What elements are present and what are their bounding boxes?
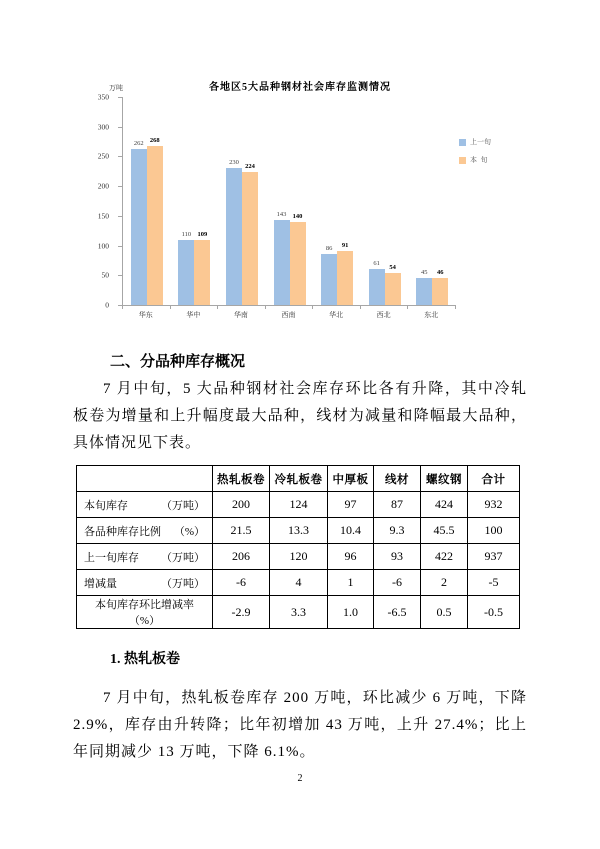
bar (178, 230, 194, 305)
x-axis-labels (122, 310, 455, 320)
row-unit: （%） (173, 525, 205, 538)
x-tick-mark (455, 306, 456, 309)
bar-value-label: 46 (437, 268, 444, 276)
bar (194, 231, 210, 305)
legend-item (459, 155, 491, 165)
table-cell: 424 (421, 492, 468, 518)
table-header-cell: 冷轧板卷 (270, 466, 328, 492)
table-cell: 21.5 (213, 518, 270, 544)
row-header-text (77, 596, 212, 628)
inventory-table-body (77, 466, 520, 629)
row-header-cell (77, 492, 213, 518)
bar (274, 211, 290, 305)
x-axis-label: 西北 (376, 311, 391, 319)
bar-group (361, 97, 409, 305)
bar-value-label: 143 (276, 211, 287, 219)
x-tick-mark (217, 306, 218, 309)
x-tick-mark (360, 306, 361, 309)
table-row (77, 518, 520, 544)
table-cell: 2 (421, 570, 468, 596)
y-tick-label: 0 (105, 300, 109, 310)
row-header-cell (77, 518, 213, 544)
x-axis-label: 华北 (329, 311, 344, 319)
inventory-bar-chart (73, 76, 527, 326)
row-header-cell (77, 544, 213, 570)
table-cell: 13.3 (270, 518, 328, 544)
bar-value-label: 45 (421, 269, 428, 277)
table-cell: -5 (468, 570, 520, 596)
subsection-heading: 1. 热轧板卷 (110, 652, 180, 667)
table-row (77, 570, 520, 596)
legend-label: 本 旬 (470, 156, 488, 164)
row-unit: （万吨） (161, 577, 205, 590)
table-header-cell: 线材 (374, 466, 421, 492)
section-heading: 二、分品种库存概况 (110, 354, 246, 370)
inventory-table (76, 465, 520, 629)
paragraph-overview: 7 月中旬，5 大品种钢材社会库存环比各有升降，其中冷轧板卷为增量和上升幅度最大品种，线材为减量和降幅最大品种，具体情况见下表。 (73, 381, 527, 451)
x-tick-mark (122, 306, 123, 309)
table-row (77, 492, 520, 518)
x-tick-mark (265, 306, 266, 309)
table-cell: 9.3 (374, 518, 421, 544)
bar-value-label: 91 (341, 241, 349, 249)
table-cell: 1 (328, 570, 374, 596)
bar (321, 244, 337, 305)
row-header-text (77, 523, 212, 539)
bar-value-label: 109 (197, 231, 208, 239)
y-tick-label: 250 (97, 151, 109, 161)
table-cell: 120 (270, 544, 328, 570)
bar-value-label: 61 (373, 259, 380, 267)
bar (131, 140, 147, 305)
legend-item (459, 137, 491, 147)
table-cell: 93 (374, 544, 421, 570)
chart-legend (459, 137, 491, 173)
row-unit: （万吨） (161, 551, 205, 564)
paragraph-hot-rolled: 7 月中旬，热轧板卷库存 200 万吨，环比减少 6 万吨，下降 2.9%，库存由升转降；比年初增加 43 万吨，上升 27.4%；比上年同期减少 13 万吨，下降 6.1%。 (73, 690, 527, 760)
page-number: 2 (297, 773, 303, 784)
table-row (77, 596, 520, 629)
table-cell: -6 (213, 570, 270, 596)
row-label: 本旬库存 (84, 499, 128, 512)
table-cell: 97 (328, 492, 374, 518)
y-tick-label: 350 (97, 92, 109, 102)
table-cell: -6.5 (374, 596, 421, 629)
x-axis-label: 西南 (281, 311, 296, 319)
row-header-cell (77, 570, 213, 596)
bar-value-label: 86 (325, 244, 333, 252)
table-cell: 10.4 (328, 518, 374, 544)
plot-area (122, 97, 456, 306)
legend-swatch (459, 139, 466, 146)
y-axis-unit-label: 万吨 (109, 84, 123, 92)
table-header-cell: 合计 (468, 466, 520, 492)
bar-group (408, 97, 456, 305)
x-axis-label: 华南 (233, 311, 248, 319)
row-header-text (77, 575, 212, 591)
row-label: 上一旬库存 (84, 551, 139, 564)
table-cell: 1.0 (328, 596, 374, 629)
row-header-text (77, 497, 212, 513)
bar (242, 162, 258, 305)
table-cell: -2.9 (213, 596, 270, 629)
table-cell: -6 (374, 570, 421, 596)
x-tick-mark (312, 306, 313, 309)
bar-value-label: 140 (292, 212, 303, 220)
bar (337, 241, 353, 305)
bar-group (171, 97, 219, 305)
bar-value-label: 262 (133, 140, 144, 148)
table-cell: 124 (270, 492, 328, 518)
x-axis-label: 华中 (186, 311, 201, 319)
x-tick-mark (407, 306, 408, 309)
table-cell: 4 (270, 570, 328, 596)
table-row (77, 544, 520, 570)
table-cell: -0.5 (468, 596, 520, 629)
row-header-cell (77, 596, 213, 629)
bar (369, 259, 385, 305)
bar-value-label: 110 (181, 230, 192, 238)
x-axis-label: 华东 (138, 311, 153, 319)
bar-value-label: 54 (389, 263, 396, 271)
bar (290, 212, 306, 305)
table-cell: 937 (468, 544, 520, 570)
legend-label: 上一旬 (470, 138, 491, 146)
table-header-cell: 螺纹钢 (421, 466, 468, 492)
table-header-cell: 热轧板卷 (213, 466, 270, 492)
bar (147, 136, 163, 305)
table-cell: 422 (421, 544, 468, 570)
bar-value-label: 224 (245, 162, 255, 170)
y-tick-label: 50 (101, 270, 109, 280)
bar (416, 269, 432, 305)
row-header-text (77, 549, 212, 565)
table-cell: 932 (468, 492, 520, 518)
table-cell: 3.3 (270, 596, 328, 629)
x-axis-label: 东北 (424, 311, 439, 319)
bar (226, 159, 242, 305)
bar (432, 268, 448, 305)
bar-group (313, 97, 361, 305)
table-cell: 96 (328, 544, 374, 570)
table-cell: 0.5 (421, 596, 468, 629)
row-label: 各品种库存比例 (84, 525, 161, 538)
table-cell: 87 (374, 492, 421, 518)
table-header-cell: 中厚板 (328, 466, 374, 492)
row-label: 增减量 (84, 577, 117, 590)
y-tick-label: 200 (97, 181, 109, 191)
y-tick-label: 300 (97, 122, 109, 132)
y-tick-label: 100 (97, 241, 109, 251)
row-unit: （万吨） (161, 499, 205, 512)
table-cell: 206 (213, 544, 270, 570)
table-cell: 200 (213, 492, 270, 518)
table-cell: 45.5 (421, 518, 468, 544)
row-label: 本旬库存环比增减率（%） (95, 599, 194, 627)
y-tick-label: 150 (97, 211, 109, 221)
bar-group (218, 97, 266, 305)
bar (385, 263, 401, 305)
chart-title: 各地区5大品种钢材社会库存监测情况 (209, 82, 391, 93)
table-cell: 100 (468, 518, 520, 544)
table-header-cell (77, 466, 213, 492)
bar-group (123, 97, 171, 305)
y-axis (73, 92, 122, 310)
legend-swatch (459, 157, 466, 164)
x-tick-mark (170, 306, 171, 309)
bar-value-label: 268 (149, 136, 160, 144)
bar-value-label: 230 (229, 159, 239, 167)
table-header-row (77, 466, 520, 492)
bar-group (266, 97, 314, 305)
